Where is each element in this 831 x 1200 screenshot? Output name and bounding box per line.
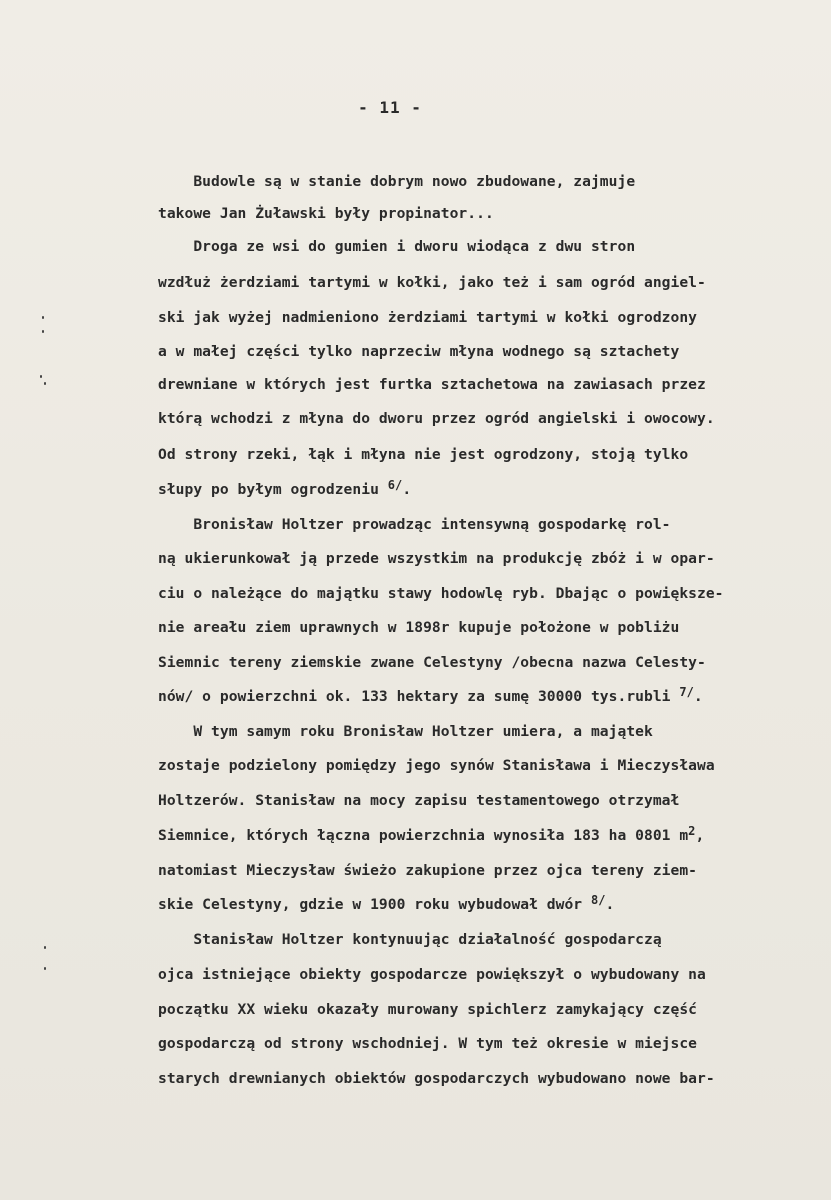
page-number: - 11 -: [358, 98, 422, 117]
margin-mark: [44, 946, 46, 949]
punctuation: ,: [695, 827, 705, 844]
text-line: ski jak wyżej nadmieniono żerdziami tartymi w kołki ogrodzony: [158, 309, 698, 326]
text-line: natomiast Mieczysław świeżo zakupione przez ojca tereny ziem-: [158, 862, 698, 879]
line-text: skie Celestyny, gdzie w 1900 roku wybudował dwór: [158, 896, 591, 913]
line-text: Siemnice, których łączna powierzchnia wynosiła 183 ha 0801 m: [158, 827, 689, 844]
punctuation: .: [402, 481, 412, 498]
punctuation: .: [693, 688, 703, 705]
text-line: ojca istniejące obiekty gospodarcze powiększył o wybudowany na: [158, 966, 706, 983]
margin-mark: [40, 375, 42, 378]
text-line: ciu o należące do majątku stawy hodowlę ryb. Dbając o powiększe-: [158, 585, 724, 602]
text-line: Stanisław Holtzer kontynuując działalność gospodarczą: [158, 931, 662, 948]
footnote-ref-8: 8/: [590, 893, 606, 907]
text-line: Bronisław Holtzer prowadząc intensywną gospodarkę rol-: [158, 516, 671, 533]
line-text: słupy po byłym ogrodzeniu: [158, 481, 388, 498]
margin-mark: [42, 330, 44, 333]
text-line: drewniane w których jest furtka sztachetowa na zawiasach przez: [158, 376, 706, 393]
punctuation: .: [605, 896, 615, 913]
line-text: nów/ o powierzchni ok. 133 hektary za sumę 30000 tys.rubli: [158, 688, 680, 705]
text-line: W tym samym roku Bronisław Holtzer umiera, a majątek: [158, 723, 653, 740]
text-line: gospodarczą od strony wschodniej. W tym też okresie w miejsce: [158, 1035, 698, 1052]
text-line: wzdłuż żerdziami tartymi w kołki, jako też i sam ogród angiel-: [158, 274, 706, 291]
text-line: Droga ze wsi do gumien i dworu wiodąca z dwu stron: [158, 238, 636, 255]
text-line: [158, 893, 615, 913]
text-line: początku XX wieku okazały murowany spichlerz zamykający część: [158, 1001, 698, 1018]
text-line: zostaje podzielony pomiędzy jego synów Stanisława i Mieczysława: [158, 757, 715, 774]
margin-mark: [42, 316, 44, 319]
text-line: [158, 478, 412, 498]
text-line: ną ukierunkował ją przede wszystkim na produkcję zbóż i w opar-: [158, 550, 715, 567]
text-line: Holtzerów. Stanisław na mocy zapisu testamentowego otrzymał: [158, 792, 680, 809]
text-line: nie areału ziem uprawnych w 1898r kupuje położone w pobliżu: [158, 619, 680, 636]
text-line: Budowle są w stanie dobrym nowo zbudowane, zajmuje: [158, 173, 636, 190]
text-line: [158, 685, 703, 705]
margin-mark: [44, 382, 46, 385]
text-line: takowe Jan Żuławski były propinator...: [158, 205, 494, 222]
footnote-ref-7: 7/: [679, 685, 694, 699]
text-line: którą wchodzi z młyna do dworu przez ogród angielski i owocowy.: [158, 410, 715, 427]
text-line: a w małej części tylko naprzeciw młyna wodnego są sztachety: [158, 343, 680, 360]
text-line: Od strony rzeki, łąk i młyna nie jest ogrodzony, stoją tylko: [158, 446, 689, 463]
footnote-ref-6: 6/: [387, 478, 403, 492]
text-line: Siemnic tereny ziemskie zwane Celestyny /obecna nazwa Celesty-: [158, 654, 706, 671]
margin-mark: [44, 967, 46, 970]
superscript-2: 2: [688, 824, 696, 838]
text-line: starych drewnianych obiektów gospodarczych wybudowano nowe bar-: [158, 1070, 715, 1087]
text-line: [158, 824, 705, 844]
